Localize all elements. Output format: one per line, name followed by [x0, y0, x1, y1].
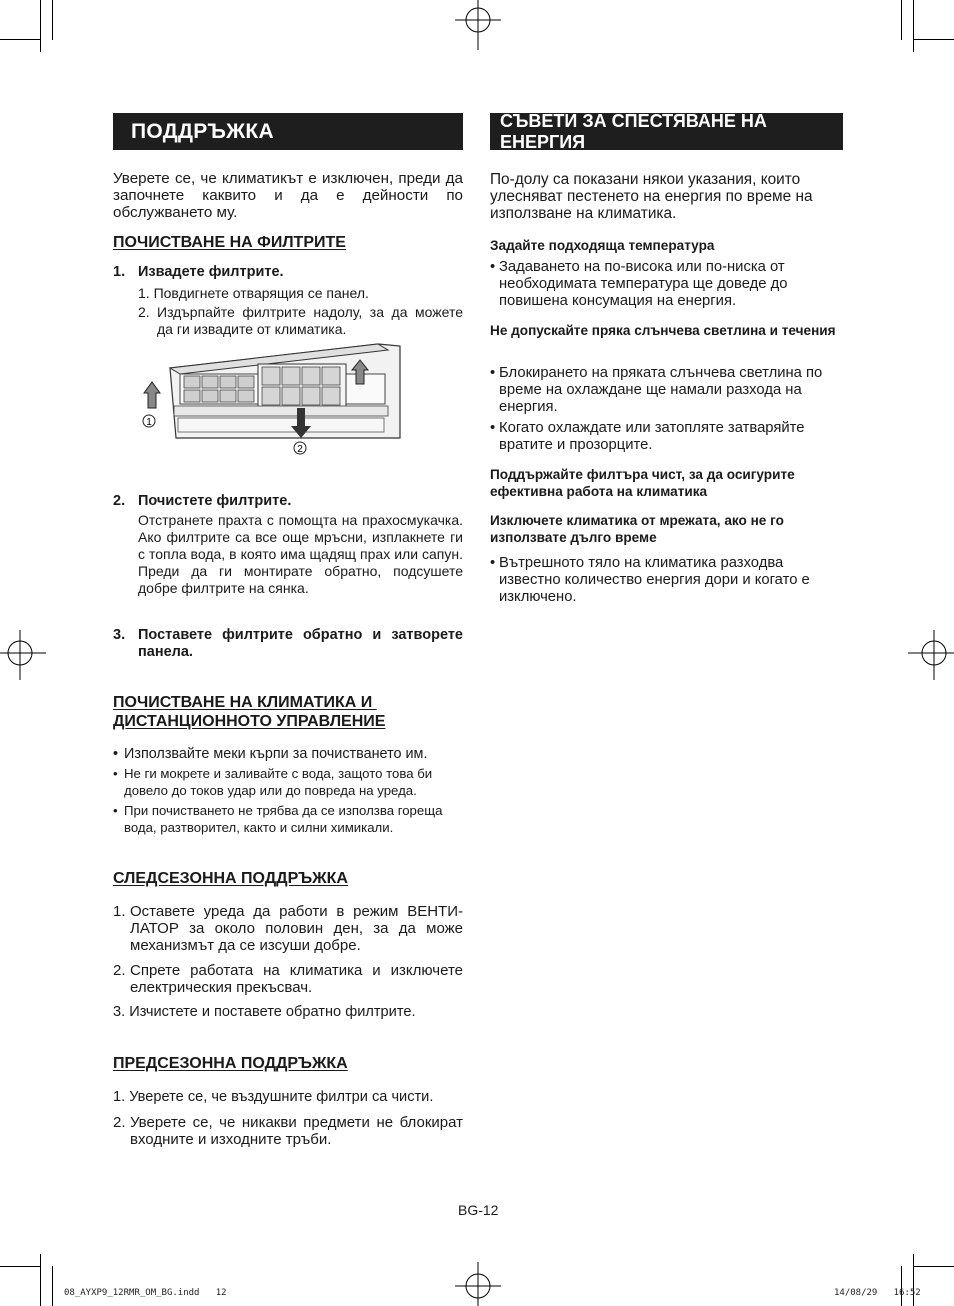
footer-filename: 08_AYXP9_12RMR_OM_BG.indd 12: [64, 1288, 227, 1298]
step2-number: 2.: [113, 493, 126, 509]
crop-mark: [52, 0, 53, 40]
registration-mark-bottom: [455, 1262, 501, 1306]
page-number: BG-12: [458, 1202, 499, 1218]
crop-mark: [913, 1254, 914, 1306]
registration-mark-left: [0, 630, 46, 680]
post-season-item1: Оставете уреда да работи в режим ВЕНТИЛАТОР за около половин ден, за да може механизмът да се изсуши добре.: [130, 903, 463, 954]
step3-number: 3.: [113, 627, 126, 643]
crop-mark: [914, 39, 954, 40]
crop-mark: [52, 1266, 53, 1306]
tip1-heading: Задайте подходяща температура: [490, 238, 715, 253]
cleaning-heading-line2: ДИСТАНЦИОННОТО УПРАВЛЕНИЕ: [113, 713, 386, 730]
crop-mark: [901, 0, 902, 40]
pre-season-item2: Уверете се, че никакви предмети не блокират входните и изходните тръби.: [130, 1114, 463, 1148]
energy-tips-banner: СЪВЕТИ ЗА СПЕСТЯВАНЕ НА ЕНЕРГИЯ: [490, 113, 843, 150]
tip2-bullet-1: • Блокирането на пряката слънчева светлина по време на охлаждане ще намали разхода на енергия.: [490, 365, 823, 415]
crop-mark: [0, 39, 40, 40]
post-season-item1-number: 1.: [113, 903, 126, 920]
step3-title: Поставете филтрите обратно и затворете панела.: [138, 627, 463, 660]
post-season-heading: СЛЕДСЕЗОННА ПОДДРЪЖКА: [113, 870, 348, 887]
energy-intro: По-долу са показани някои указания, които улесняват пестенето на енергия по време на използване на климатика.: [490, 171, 813, 222]
tip4-heading: Изключете климатика от мрежата, ако не го използвате дълго време: [490, 513, 784, 545]
step1-number: 1.: [113, 264, 126, 280]
cleaning-bullet-1: • Използвайте меки кърпи за почистването им.: [113, 746, 428, 762]
post-season-item2-number: 2.: [113, 962, 126, 979]
callout-2: 2: [297, 444, 303, 455]
pre-season-heading: ПРЕДСЕЗОННА ПОДДРЪЖКА: [113, 1055, 348, 1072]
registration-mark-top: [455, 0, 501, 50]
step1-sub2-number: 2.: [138, 304, 150, 320]
cleaning-bullet-2: • Не ги мокрете и заливайте с вода, защото това би довело до токов удар или до повреда на уреда.: [113, 766, 433, 798]
step2-title: Почистете филтрите.: [138, 493, 292, 509]
tip3-heading: Поддържайте филтъра чист, за да осигурите ефективна работа на климатика: [490, 467, 795, 499]
cleaning-heading-line1: ПОЧИСТВАНЕ НА КЛИМАТИКА И: [113, 694, 377, 711]
crop-mark: [0, 1266, 40, 1267]
crop-mark: [40, 1254, 41, 1306]
crop-mark: [914, 1266, 954, 1267]
crop-mark: [40, 0, 41, 52]
pre-season-item2-number: 2.: [113, 1114, 126, 1131]
maintenance-banner: ПОДДРЪЖКА: [113, 113, 463, 150]
tip2-bullet-2: • Когато охлаждате или затопляте затваряйте вратите и прозорците.: [490, 420, 805, 453]
cleaning-bullet-3: • При почистването не трябва да се използва гореща вода, разтворител, както и силни химикали.: [113, 803, 443, 835]
pre-season-item1: 1. Уверете се, че въздушните филтри са чисти.: [113, 1089, 434, 1105]
tip4-bullet: • Вътрешното тяло на климатика разходва известно количество енергия дори и когато е изключено.: [490, 555, 810, 605]
footer-date: 14/08/29 16:52: [834, 1288, 921, 1298]
crop-mark: [913, 0, 914, 52]
filter-removal-illustration: [138, 338, 406, 465]
tip1-bullet: • Задаването на по-висока или по-ниска от необходимата температура ще доведе до повишена консумация на енергия.: [490, 259, 788, 309]
maintenance-intro: Уверете се, че климатикът е изключен, преди да започнете каквито и да е дейности по обслужването му.: [113, 170, 463, 221]
registration-mark-right: [908, 630, 954, 680]
step1-sub1: 1. Повдигнете отварящия се панел.: [138, 285, 369, 301]
tip2-heading: Не допускайте пряка слънчева светлина и течения: [490, 323, 836, 338]
post-season-item2: Спрете работата на климатика и изключете електрическия прекъсвач.: [130, 962, 463, 996]
step1-title: Извадете филтрите.: [138, 264, 284, 280]
step2-text: Отстранете прахта с помощта на прахосмукачка. Ако филтрите са все още мръсни, изплакнете ги с топла вода, в която има щадящ прах или сапун. Преди да ги монтирате обратно, подсушете добре филтрите на сянка.: [138, 512, 463, 596]
step1-sub2: Издърпайте филтрите надолу, за да можете да ги извадите от климатика.: [157, 304, 463, 337]
crop-mark: [901, 1266, 902, 1306]
post-season-item3: 3. Изчистете и поставете обратно филтрите.: [113, 1004, 416, 1020]
filters-heading: ПОЧИСТВАНЕ НА ФИЛТРИТЕ: [113, 234, 346, 251]
callout-1: 1: [146, 417, 152, 428]
